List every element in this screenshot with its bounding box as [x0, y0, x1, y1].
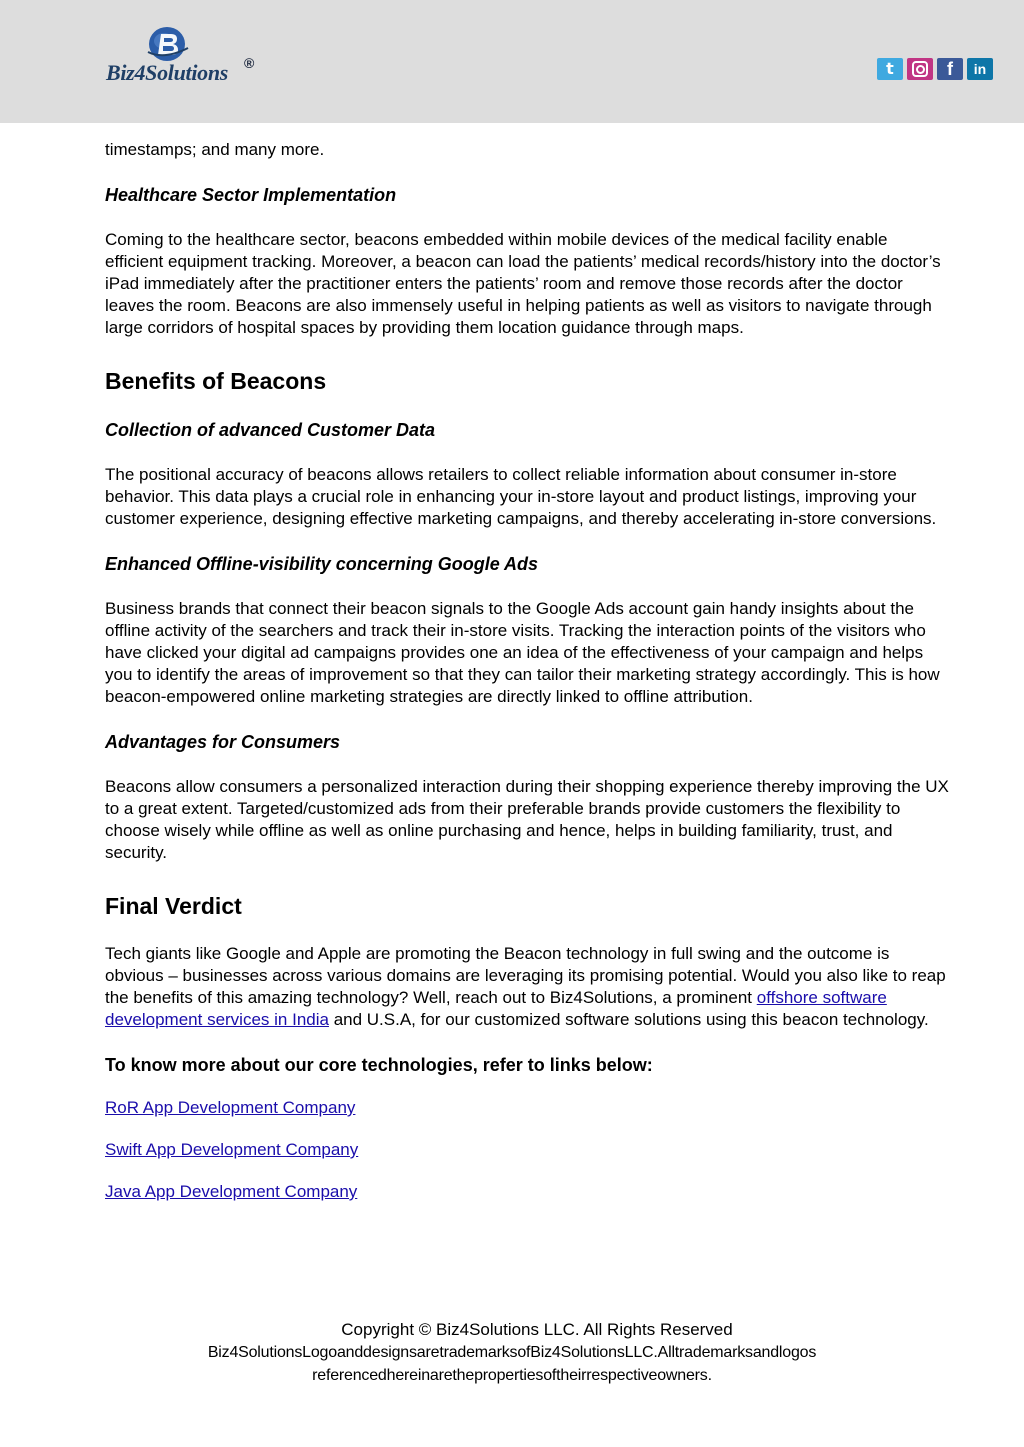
page-header [0, 0, 1024, 123]
verdict-text-before-link: Tech giants like Google and Apple are promoting the Beacon technology in full swing and the outcome is obvious – businesses across various domains are leveraging its promising potential. Would you also like to reap the benefits of this amazing technology? Well, reach out to Biz4Solutions, a prominent [105, 944, 946, 1007]
verdict-text-after-link: and U.S.A, for our customized software solutions using this beacon technology. [328, 1010, 929, 1029]
ror-app-development-link[interactable]: RoR App Development Company [105, 1098, 356, 1117]
ror-link-line [105, 1097, 950, 1119]
registered-mark: ® [244, 55, 255, 71]
logo-emblem-icon [144, 24, 194, 64]
page-footer [0, 1318, 1024, 1387]
swift-link-line [105, 1139, 950, 1161]
intro-tail-text: timestamps; and many more. [105, 140, 325, 159]
offshore-services-link[interactable]: offshore software development services in India [105, 988, 887, 1029]
consumers-paragraph: Beacons allow consumers a personalized interaction during their shopping experience thereby improving the UX to a great extent. Targeted/customized ads from their preferable brands provide customers the flexibility to choose wisely while offline as well as online purchasing and hence, helps in building familiarity, trust, and security. [105, 777, 949, 862]
benefits-heading: Benefits of Beacons [105, 368, 327, 394]
linkedin-icon[interactable]: in [967, 58, 993, 80]
trademark-line-2: referencedhereinarethepropertiesoftheirrespectiveowners. [312, 1367, 712, 1384]
swift-app-development-link[interactable]: Swift App Development Company [105, 1140, 359, 1159]
customer-data-paragraph: The positional accuracy of beacons allows retailers to collect reliable information about consumer in-store behavior. This data plays a crucial role in enhancing your in-store layout and product listings, improving your customer experience, designing effective marketing campaigns, and thereby accelerating in-store conversions. [105, 465, 937, 528]
article-body [105, 139, 950, 1203]
final-verdict-paragraph [105, 943, 950, 1031]
instagram-lens-icon [916, 65, 925, 74]
java-link-line [105, 1181, 950, 1203]
final-verdict-heading: Final Verdict [105, 893, 242, 919]
trademark-line-1: Biz4SolutionsLogoanddesignsaretrademarksofBiz4SolutionsLLC.Alltrademarksandlogos [207, 1344, 817, 1361]
healthcare-heading: Healthcare Sector Implementation [105, 185, 397, 205]
logo-wordmark: Biz4Solutions [106, 60, 229, 85]
offline-visibility-paragraph: Business brands that connect their beacon signals to the Google Ads account gain handy insights about the offline activity of the searchers and track their in-store visits. Tracking the interaction points of the visitors who have clicked your digital ad campaigns provides one an idea of the effectiveness of your campaign and helps you to identify the areas of improvement so that they can tailor their marketing strategy accordingly. This is how beacon-empowered online marketing strategies are directly linked to offline attribution. [105, 599, 940, 706]
facebook-icon[interactable]: f [937, 58, 963, 80]
copyright-text: Copyright © Biz4Solutions LLC. All Rights Reserved [341, 1320, 733, 1339]
healthcare-paragraph: Coming to the healthcare sector, beacons embedded within mobile devices of the medical facility enable efficient equipment tracking. Moreover, a beacon can load the patients’ medical records/history into the doctor’s iPad immediately after the practitioner enters the patients’ room and remove those records after the doctor leaves the room. Beacons are also immensely useful in helping patients as well as visitors to navigate through large corridors of hospital spaces by providing them location guidance through maps. [105, 230, 941, 337]
core-technologies-heading: To know more about our core technologies, refer to links below: [105, 1055, 653, 1075]
consumers-heading: Advantages for Consumers [105, 732, 341, 752]
offline-visibility-heading: Enhanced Offline-visibility concerning Google Ads [105, 554, 539, 574]
customer-data-heading: Collection of advanced Customer Data [105, 420, 436, 440]
social-links [877, 58, 997, 82]
instagram-icon[interactable] [907, 58, 933, 80]
twitter-icon[interactable]: t [877, 58, 903, 80]
java-app-development-link[interactable]: Java App Development Company [105, 1182, 358, 1201]
biz4solutions-logo[interactable] [104, 22, 264, 94]
